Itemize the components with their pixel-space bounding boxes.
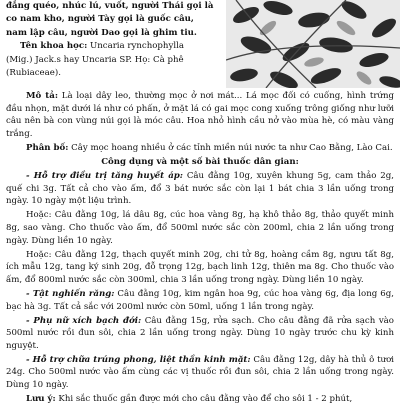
remedy-text: Câu đằng 10g, kim ngân hoa 9g, cúc hoa vàng 6g, địa long 6g, bạc hà 3g. Tất cả sắc với 200ml nước còn 50ml, uống 1 lần trong ngày.	[6, 288, 394, 312]
remedy-label: - Phụ nữ xích bạch đới:	[26, 315, 142, 326]
intro-text	[6, 0, 224, 80]
distribution-paragraph	[6, 142, 394, 155]
remedy-paragraph: Hoặc: Câu đằng 12g, thạch quyết minh 20g, chi tử 8g, hoàng cầm 8g, ngưu tất 8g, ích mẫu 12g, tang ký sinh 20g, đỗ trọng 12g, bạch linh 12g, thiên ma 8g. Cho thuốc vào ấm, đổ 800ml nước sắc còn 300ml, chia 3 lần uống trong ngày. Dùng liền 10 ngày.	[6, 249, 394, 285]
remedy-text: Câu đằng 10g, xuyên khung 5g, cam thảo 2g, quế chi 3g. Tất cả cho vào ấm, đổ 3 bát nước sắc còn lại 1 bát chia 3 lần uống trong ngày. 10 ngày một liệu trình.	[6, 171, 394, 207]
scientific-name-text: Uncaria rynchophylla	[87, 41, 184, 52]
remedy-label: - Hỗ trợ chữa trúng phong, liệt thần kinh mặt:	[26, 354, 251, 365]
distribution-label: Phân bố:	[26, 142, 69, 153]
top-area	[0, 0, 400, 90]
scientific-name-line: (Rubiaceae).	[6, 68, 61, 79]
scientific-name-line: (Mig.) Jack.s hay Uncaria SP. Họ: Cà phê	[6, 54, 184, 65]
note-label: Lưu ý:	[26, 394, 56, 405]
remedy-label: - Hỗ trợ điều trị tăng huyết áp:	[26, 171, 183, 182]
remedy-paragraph: Hoặc: Câu đằng 10g, lá dâu 8g, cúc hoa vàng 8g, hạ khô thảo 8g, thảo quyết minh 8g, sao vàng. Cho thuốc vào ấm, đổ 500ml nước sắc còn 200ml, chia 2 lần uống trong ngày. Dùng liền 10 ngày.	[6, 210, 394, 246]
intro-line: co nam kho, người Tày gọi là guốc câu,	[6, 14, 194, 25]
description-paragraph	[6, 90, 394, 140]
note-paragraph	[6, 393, 394, 406]
intro-line: đẳng quéo, nhúc lú, vuốt, người Thái gọi là	[6, 1, 214, 11]
remedy-text: Câu đằng 15g, rửa sạch. Cho câu đằng đã rửa sạch vào 500ml nước rồi đun sôi, chia 2 lần uống trong ngày. Dùng 10 ngày trước chu kỳ kinh nguyệt.	[6, 315, 394, 351]
remedy-paragraph	[6, 315, 394, 353]
note-text: Khi sắc thuốc gần được mới cho câu đằng vào để cho sôi 1 - 2 phút,	[55, 394, 353, 405]
remedy-text: Câu đằng 12g, dây hà thủ ô tươi 24g. Cho 500ml nước vào ấm cùng các vị thuốc rồi đun sôi, chia 2 lần uống trong ngày. Dùng 10 ngày.	[6, 354, 394, 391]
description-label: Mô tả:	[26, 91, 58, 101]
remedy-paragraph	[6, 288, 394, 313]
remedy-paragraph	[6, 170, 394, 208]
distribution-text: Cây mọc hoang nhiều ở các tỉnh miền núi nước ta như Cao Bằng, Lào Cai.	[68, 142, 393, 153]
remedy-paragraph	[6, 354, 394, 392]
scientific-name-line	[6, 40, 224, 53]
scientific-name-label: Tên khoa học:	[20, 41, 88, 52]
plant-photo	[226, 0, 400, 88]
intro-line: nam lập câu, người Dao gọi là ghim tiu.	[6, 27, 197, 38]
section-title: Công dụng và một số bài thuốc dân gian:	[101, 156, 299, 167]
remedy-label: - Tật nghiến răng:	[26, 288, 115, 299]
description-text: Là loại dây leo, thường mọc ở nơi mát... Lá mọc đối có cuống, hình trứng đầu nhọn, mặt dưới lá như có phấn, ở mặt lá có gai mọc cong xuống trông giống như lưỡi câu nên bà con vùng núi gọi là móc câu. Hoa nhỏ hình cầu nở vào mùa hè, có màu vàng trắng.	[6, 91, 394, 139]
body-text	[6, 90, 394, 407]
